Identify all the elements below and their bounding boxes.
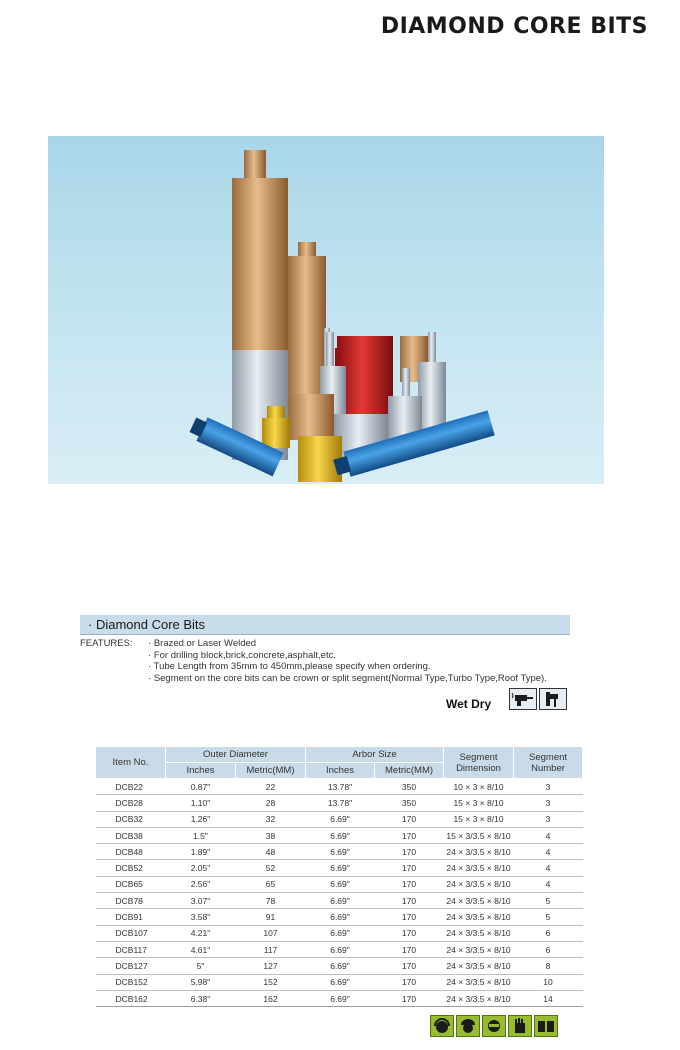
arbor-inches-cell: 6.69"	[306, 876, 375, 892]
od-inches-cell: 5.98"	[166, 974, 236, 990]
safety-icons	[430, 1015, 558, 1037]
item-no-cell: DCB91	[96, 909, 166, 925]
table-row	[96, 941, 583, 957]
od-inches-cell: 5"	[166, 958, 236, 974]
header-outer-diameter: Outer Diameter	[166, 747, 306, 763]
segment-dimension-cell: 24 × 3/3.5 × 8/10	[444, 974, 514, 990]
segment-number-cell: 6	[514, 925, 583, 941]
table-row	[96, 958, 583, 974]
item-no-cell: DCB162	[96, 990, 166, 1006]
hard-hat-icon	[456, 1015, 480, 1037]
table-row	[96, 779, 583, 795]
item-no-cell: DCB117	[96, 941, 166, 957]
arbor-inches-cell: 13.78"	[306, 795, 375, 811]
segment-number-cell: 5	[514, 909, 583, 925]
arbor-inches-cell: 6.69"	[306, 827, 375, 843]
header-arbor-inches: Inches	[306, 763, 375, 779]
arbor-metric-cell: 170	[375, 909, 444, 925]
arbor-inches-cell: 6.69"	[306, 990, 375, 1006]
od-metric-cell: 65	[236, 876, 306, 892]
arbor-metric-cell: 170	[375, 860, 444, 876]
table-row	[96, 925, 583, 941]
od-metric-cell: 107	[236, 925, 306, 941]
arbor-metric-cell: 170	[375, 958, 444, 974]
od-inches-cell: 1.5"	[166, 827, 236, 843]
od-inches-cell: 4.61"	[166, 941, 236, 957]
arbor-inches-cell: 6.69"	[306, 844, 375, 860]
segment-number-cell: 14	[514, 990, 583, 1006]
wet-drill-icon	[509, 688, 537, 710]
od-metric-cell: 22	[236, 779, 306, 795]
header-segment-dimension: Segment Dimension	[444, 747, 514, 779]
page-title: DIAMOND CORE BITS	[380, 14, 648, 39]
table-row	[96, 827, 583, 843]
ear-protection-icon	[430, 1015, 454, 1037]
segment-dimension-cell: 24 × 3/3.5 × 8/10	[444, 860, 514, 876]
wet-dry-label: Wet Dry	[446, 697, 492, 711]
table-row	[96, 860, 583, 876]
feature-item: · For drilling block,brick,concrete,asphalt,etc.	[148, 650, 547, 662]
arbor-inches-cell: 6.69"	[306, 958, 375, 974]
table-row	[96, 893, 583, 909]
arbor-metric-cell: 350	[375, 779, 444, 795]
feature-item: · Brazed or Laser Welded	[148, 638, 547, 650]
segment-dimension-cell: 24 × 3/3.5 × 8/10	[444, 958, 514, 974]
product-photo	[48, 136, 604, 484]
arbor-metric-cell: 170	[375, 925, 444, 941]
header-od-metric: Metric(MM)	[236, 763, 306, 779]
arbor-inches-cell: 6.69"	[306, 941, 375, 957]
segment-number-cell: 5	[514, 893, 583, 909]
od-metric-cell: 117	[236, 941, 306, 957]
segment-number-cell: 4	[514, 827, 583, 843]
segment-dimension-cell: 10 × 3 × 8/10	[444, 779, 514, 795]
arbor-metric-cell: 170	[375, 876, 444, 892]
od-inches-cell: 1.26"	[166, 811, 236, 827]
item-no-cell: DCB28	[96, 795, 166, 811]
item-no-cell: DCB152	[96, 974, 166, 990]
arbor-inches-cell: 6.69"	[306, 925, 375, 941]
table-row	[96, 811, 583, 827]
arbor-metric-cell: 350	[375, 795, 444, 811]
arbor-metric-cell: 170	[375, 990, 444, 1006]
features-label: FEATURES:	[80, 638, 133, 649]
segment-dimension-cell: 24 × 3/3.5 × 8/10	[444, 941, 514, 957]
arbor-metric-cell: 170	[375, 844, 444, 860]
segment-number-cell: 8	[514, 958, 583, 974]
arbor-inches-cell: 6.69"	[306, 811, 375, 827]
arbor-inches-cell: 6.69"	[306, 909, 375, 925]
arbor-metric-cell: 170	[375, 811, 444, 827]
od-metric-cell: 32	[236, 811, 306, 827]
features-list	[148, 638, 547, 684]
header-arbor-size: Arbor Size	[306, 747, 444, 763]
arbor-inches-cell: 6.69"	[306, 893, 375, 909]
od-metric-cell: 48	[236, 844, 306, 860]
segment-dimension-cell: 15 × 3 × 8/10	[444, 811, 514, 827]
od-inches-cell: 1.10"	[166, 795, 236, 811]
arbor-inches-cell: 13.78"	[306, 779, 375, 795]
header-arbor-metric: Metric(MM)	[375, 763, 444, 779]
od-metric-cell: 38	[236, 827, 306, 843]
od-inches-cell: 1.89"	[166, 844, 236, 860]
dry-drill-icon	[539, 688, 567, 710]
table-row	[96, 876, 583, 892]
item-no-cell: DCB65	[96, 876, 166, 892]
od-metric-cell: 127	[236, 958, 306, 974]
arbor-inches-cell: 6.69"	[306, 974, 375, 990]
od-inches-cell: 0.87"	[166, 779, 236, 795]
od-metric-cell: 152	[236, 974, 306, 990]
od-metric-cell: 78	[236, 893, 306, 909]
segment-number-cell: 4	[514, 876, 583, 892]
item-no-cell: DCB127	[96, 958, 166, 974]
header-item-no: Item No.	[96, 747, 166, 779]
item-no-cell: DCB38	[96, 827, 166, 843]
segment-number-cell: 3	[514, 779, 583, 795]
segment-dimension-cell: 24 × 3/3.5 × 8/10	[444, 893, 514, 909]
segment-number-cell: 10	[514, 974, 583, 990]
segment-number-cell: 6	[514, 941, 583, 957]
segment-number-cell: 4	[514, 860, 583, 876]
od-inches-cell: 2.05"	[166, 860, 236, 876]
arbor-inches-cell: 6.69"	[306, 860, 375, 876]
od-metric-cell: 52	[236, 860, 306, 876]
od-metric-cell: 162	[236, 990, 306, 1006]
header-segment-number: Segment Number	[514, 747, 583, 779]
od-metric-cell: 28	[236, 795, 306, 811]
table-row	[96, 974, 583, 990]
section-heading: · Diamond Core Bits	[80, 615, 570, 635]
segment-dimension-cell: 24 × 3/3.5 × 8/10	[444, 925, 514, 941]
item-no-cell: DCB52	[96, 860, 166, 876]
face-mask-icon	[482, 1015, 506, 1037]
od-inches-cell: 4.21"	[166, 925, 236, 941]
item-no-cell: DCB32	[96, 811, 166, 827]
segment-dimension-cell: 24 × 3/3.5 × 8/10	[444, 876, 514, 892]
segment-number-cell: 3	[514, 811, 583, 827]
table-row	[96, 795, 583, 811]
gloves-icon	[508, 1015, 532, 1037]
od-metric-cell: 91	[236, 909, 306, 925]
item-no-cell: DCB48	[96, 844, 166, 860]
segment-dimension-cell: 24 × 3/3.5 × 8/10	[444, 990, 514, 1006]
od-inches-cell: 6.38"	[166, 990, 236, 1006]
segment-number-cell: 4	[514, 844, 583, 860]
arbor-metric-cell: 170	[375, 827, 444, 843]
od-inches-cell: 2.56"	[166, 876, 236, 892]
specification-table	[95, 746, 583, 1007]
arbor-metric-cell: 170	[375, 941, 444, 957]
arbor-metric-cell: 170	[375, 893, 444, 909]
header-od-inches: Inches	[166, 763, 236, 779]
segment-dimension-cell: 15 × 3/3.5 × 8/10	[444, 827, 514, 843]
table-row	[96, 909, 583, 925]
segment-dimension-cell: 24 × 3/3.5 × 8/10	[444, 844, 514, 860]
segment-dimension-cell: 15 × 3 × 8/10	[444, 795, 514, 811]
table-row	[96, 990, 583, 1006]
feature-item: · Tube Length from 35mm to 450mm,please specify when ordering.	[148, 661, 547, 673]
od-inches-cell: 3.07"	[166, 893, 236, 909]
feature-item: · Segment on the core bits can be crown or split segment(Normal Type,Turbo Type,Roof Type).	[148, 673, 547, 685]
read-manual-icon	[534, 1015, 558, 1037]
segment-dimension-cell: 24 × 3/3.5 × 8/10	[444, 909, 514, 925]
item-no-cell: DCB22	[96, 779, 166, 795]
segment-number-cell: 3	[514, 795, 583, 811]
core-bits-photo	[48, 136, 604, 484]
arbor-metric-cell: 170	[375, 974, 444, 990]
table-row	[96, 844, 583, 860]
item-no-cell: DCB107	[96, 925, 166, 941]
item-no-cell: DCB78	[96, 893, 166, 909]
od-inches-cell: 3.58"	[166, 909, 236, 925]
